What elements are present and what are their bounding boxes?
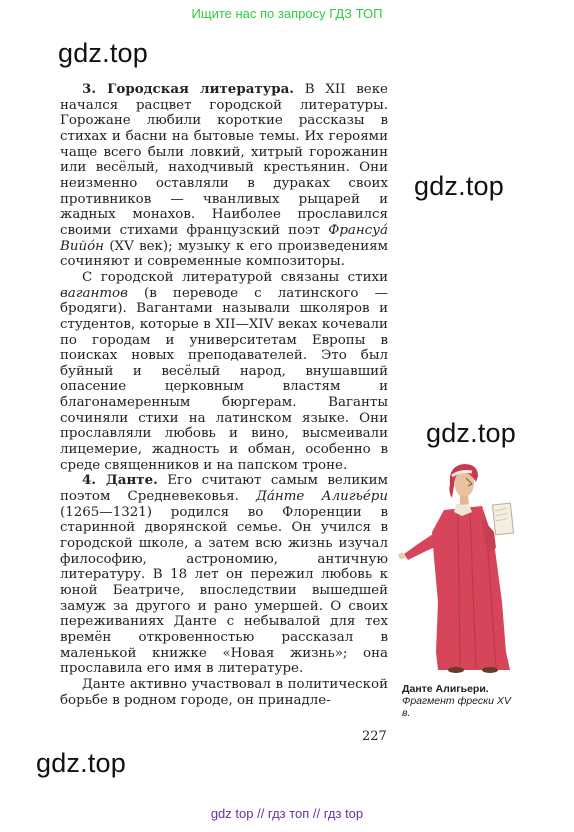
paragraph-city-literature: 3. Городская литература. В XII веке начался расцвет городской литературы. Горожане любили короткие рассказы в стихах и басни на бытовые темы. Их героями чаще всего были ловкий, хитрый горожанин или весёлый, находчивый крестьянин. Они неизменно оставляли в дураках своих противников — чванливых рыцарей и жадных монахов. Наиболее прославился своими стихами французский поэт Франсуа́ Вийо́н (XV век); музыку к его произведениям сочиняют и современные композиторы. [60, 81, 388, 270]
top-banner[interactable]: Ищите нас по запросу ГДЗ ТОП [191, 6, 383, 21]
image-caption [402, 683, 522, 719]
watermark: gdz.top [58, 38, 148, 68]
page-text [60, 82, 388, 708]
paragraph-dante-politics: Данте активно участвовал в политической борьбе в родном городе, он принадле- [60, 676, 388, 708]
watermark: gdz.top [414, 171, 504, 201]
section-heading: 4. Данте. [82, 472, 158, 489]
watermark: gdz.top [36, 748, 126, 778]
page-number: 227 [362, 729, 387, 744]
section-heading: 3. Городская литература. [82, 81, 294, 97]
dante-portrait-image [398, 462, 522, 674]
watermark: gdz.top [426, 418, 516, 448]
dante-figure-illustration [398, 462, 522, 674]
term-italic: Франсуа́ Вийо́н [60, 222, 388, 254]
caption-title: Данте Алигьери. [402, 683, 489, 695]
term-italic: вагантов [60, 285, 128, 301]
term-italic: Да́нте Алигье́ри [256, 489, 388, 505]
paragraph-dante: 4. Данте. Его считают самым великим поэтом Средневековья. Да́нте Алигье́ри (1265—1321) родился во Флоренции в старинной дворянской семье. Он учился в городской школе, а затем всю жизнь изучал философию, астрономию, античную литературу. В 18 лет он пережил любовь к юной Беатриче, впоследствии вышедшей замуж за другого и рано умершей. О своих переживаниях Данте с небывалой для тех времён откровенностью рассказал в маленькой книжке «Новая жизнь»; она прославила его имя в литературе. [60, 472, 388, 677]
paragraph-vagants: С городской литературой связаны стихи вагантов (в переводе с латинского — бродяги). Вагантами называли школяров и студентов, которые в XII—XIV веках кочевали по городам и университетам Европы в поисках новых преподавателей. Это был буйный и весёлый народ, внушавший опасение церковным властям и благонамеренным бюргерам. Ваганты сочиняли стихи на латинском языке. Они прославляли любовь и вино, высмеивали лицемерие, жадность и обман, особенно в среде священников и на папском троне. [60, 269, 388, 473]
footer-links[interactable]: gdz top // гдз топ // гдз top [210, 806, 364, 821]
caption-description: Фрагмент фрески XV в. [402, 695, 511, 719]
